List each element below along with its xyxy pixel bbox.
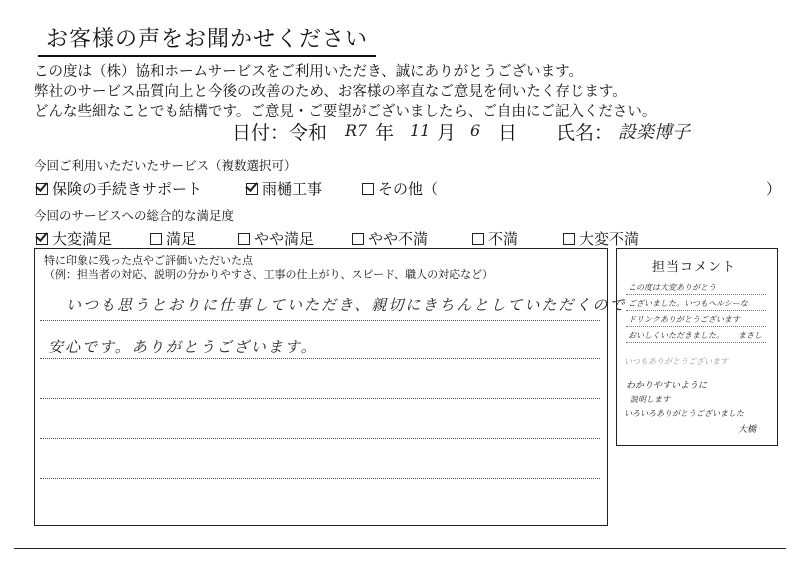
- date-year-value: R7: [345, 121, 368, 140]
- staff-note-2-signature: 大橋: [738, 425, 757, 435]
- date-day-value: 6: [470, 121, 481, 140]
- comment-line: [626, 342, 766, 343]
- option-label: 保険の手続きサポート: [52, 180, 203, 198]
- staff-note-1-signature: まさし: [738, 331, 762, 340]
- writing-line: [40, 478, 600, 479]
- checkbox[interactable]: [352, 233, 364, 245]
- checkbox-checked[interactable]: [246, 183, 258, 195]
- option-label: やや満足: [254, 230, 315, 248]
- satisfaction-option-dissatisfied[interactable]: [472, 228, 518, 249]
- staff-note-2-line-2: わかりやすいように: [626, 381, 708, 391]
- option-label: 満足: [166, 230, 197, 248]
- comment-line: [626, 326, 766, 327]
- satisfaction-option-somewhat-satisfied[interactable]: [238, 228, 314, 249]
- writing-line: [40, 438, 600, 439]
- staff-note-2-line-4: いろいろありがとうございました: [624, 409, 744, 418]
- impression-heading: 特に印象に残った点やご評価いただいた点: [44, 254, 253, 267]
- checkbox[interactable]: [472, 233, 484, 245]
- impression-handwritten-line-1: いつも思うとおりに仕事していただき、親切にきちんとしていただくので: [66, 296, 627, 314]
- option-label: その他（: [378, 180, 439, 198]
- name-label: 氏名：: [556, 122, 614, 144]
- option-label: 大変不満: [579, 230, 640, 248]
- staff-note-1-line-2: ございました。いつもヘルシーな: [628, 299, 748, 308]
- services-heading: 今回ご利用いただいたサービス（複数選択可）: [34, 158, 297, 173]
- service-option-gutter[interactable]: [246, 178, 322, 199]
- checkbox[interactable]: [238, 233, 250, 245]
- option-label: 大変満足: [52, 230, 113, 248]
- bottom-rule: [14, 548, 786, 549]
- name-value: 設楽博子: [618, 122, 690, 143]
- option-label: 不満: [488, 230, 519, 248]
- comment-line: [626, 294, 766, 295]
- staff-note-1-line-3: ドリンクありがとうございます: [628, 315, 740, 324]
- date-label: 日付：令和: [232, 122, 328, 144]
- date-month-value: 11: [410, 121, 431, 140]
- other-close-paren: ）: [766, 180, 782, 198]
- staff-note-1-line-4: おいしくいただきました。: [628, 331, 724, 340]
- satisfaction-heading: 今回のサービスへの総合的な満足度: [34, 208, 235, 223]
- writing-line: [40, 358, 600, 359]
- option-label: 雨樋工事: [262, 180, 323, 198]
- staff-note-1-line-1: この度は大変ありがとう: [628, 283, 716, 292]
- option-label: やや不満: [368, 230, 429, 248]
- service-option-other[interactable]: [362, 178, 438, 199]
- service-option-insurance[interactable]: [36, 178, 202, 199]
- writing-line: [40, 320, 600, 321]
- page-title: お客様の声をお聞かせください: [38, 22, 376, 57]
- checkbox-checked[interactable]: [36, 233, 48, 245]
- staff-comment-heading: 担当コメント: [652, 260, 737, 275]
- satisfaction-option-satisfied[interactable]: [150, 228, 196, 249]
- staff-note-2-line-1: いつもありがとうございます: [624, 357, 728, 366]
- impression-example: （例：担当者の対応、説明の分かりやすさ、工事の仕上がり、スピード、職人の対応など）: [44, 268, 494, 281]
- comment-line: [626, 310, 766, 311]
- checkbox-checked[interactable]: [36, 183, 48, 195]
- date-year-unit: 年: [375, 122, 395, 144]
- satisfaction-option-somewhat-dissatisfied[interactable]: [352, 228, 428, 249]
- checkbox[interactable]: [362, 183, 374, 195]
- checkbox[interactable]: [563, 233, 575, 245]
- intro-line-3: どんな些細なことでも結構です。ご意見・ご要望がございましたら、ご自由にご記入ください。: [34, 104, 657, 120]
- date-month-unit: 月: [437, 122, 457, 144]
- impression-handwritten-line-2: 安心です。ありがとうございます。: [48, 338, 318, 356]
- intro-line-1: この度は（株）協和ホームサービスをご利用いただき、誠にありがとうございます。: [34, 64, 583, 80]
- satisfaction-option-very-dissatisfied[interactable]: [563, 228, 639, 249]
- writing-line: [40, 398, 600, 399]
- satisfaction-option-very-satisfied[interactable]: [36, 228, 112, 249]
- impression-panel: [34, 248, 608, 526]
- staff-note-2-line-3: 説明します: [630, 395, 670, 404]
- intro-line-2: 弊社のサービス品質向上と今後の改善のため、お客様の率直なご意見を伺いたく存じます。: [34, 84, 627, 100]
- date-day-unit: 日: [498, 122, 518, 144]
- checkbox[interactable]: [150, 233, 162, 245]
